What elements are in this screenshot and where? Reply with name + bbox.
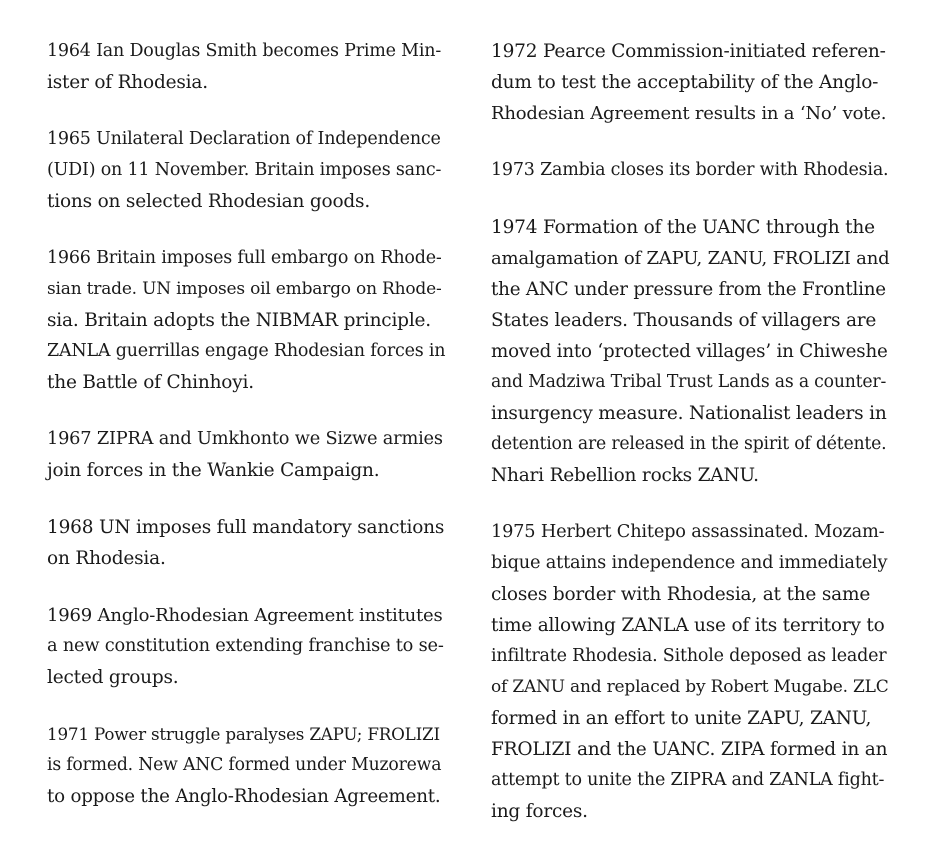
timeline-entry-line: amalgamation of ZAPU, ZANU, FROLIZI and: [491, 248, 890, 269]
timeline-entry-line: is formed. New ANC formed under Muzorewa: [47, 755, 442, 775]
timeline-entry-line: 1966 Britain imposes full embargo on Rhode-: [47, 248, 442, 268]
timeline-entry-line: sian trade. UN imposes oil embargo on Rhode-: [47, 279, 442, 299]
timeline-entry: [47, 36, 447, 98]
timeline-entry-line: Rhodesian Agreement results in a ‘No’ vote.: [491, 103, 887, 124]
timeline-entry: [491, 36, 891, 129]
timeline-entry: [47, 124, 447, 217]
timeline-entry-line: to oppose the Anglo-Rhodesian Agreement.: [47, 786, 441, 807]
timeline-entry-line: 1968 UN imposes full mandatory sanctions: [47, 517, 445, 538]
timeline-entry-line: moved into ‘protected villages’ in Chiweshe: [491, 341, 888, 362]
timeline-entry-line: (UDI) on 11 November. Britain imposes sanc-: [47, 160, 442, 180]
timeline-column-right: [491, 36, 891, 853]
timeline-entry-line: a new constitution extending franchise to se-: [47, 636, 444, 656]
timeline-entry: [491, 155, 891, 186]
timeline-entry-line: on Rhodesia.: [47, 548, 166, 569]
timeline-entry-line: 1973 Zambia closes its border with Rhodesia.: [491, 160, 889, 180]
timeline-entry-line: ZANLA guerrillas engage Rhodesian forces in: [47, 341, 446, 361]
timeline-entry: [491, 517, 891, 827]
timeline-entry: [47, 719, 447, 812]
timeline-entry-line: the Battle of Chinhoyi.: [47, 372, 254, 393]
timeline-entry-line: dum to test the acceptability of the Anglo-: [491, 72, 879, 93]
timeline-entry-line: 1964 Ian Douglas Smith becomes Prime Min-: [47, 41, 442, 61]
timeline-entry-line: join forces in the Wankie Campaign.: [47, 460, 380, 481]
timeline-entry-line: 1965 Unilateral Declaration of Independence: [47, 129, 441, 149]
timeline-entry-line: Nhari Rebellion rocks ZANU.: [491, 465, 759, 486]
timeline-entry: [47, 243, 447, 398]
timeline-entry-line: ister of Rhodesia.: [47, 72, 208, 93]
timeline-entry-line: 1974 Formation of the UANC through the: [491, 217, 875, 238]
timeline-entry: [47, 424, 447, 486]
timeline-entry-line: tions on selected Rhodesian goods.: [47, 191, 371, 212]
timeline-entry-line: the ANC under pressure from the Frontline: [491, 279, 886, 300]
timeline-entry-line: formed in an effort to unite ZAPU, ZANU,: [491, 708, 872, 729]
timeline-entry-line: closes border with Rhodesia, at the same: [491, 584, 871, 605]
timeline-entry-line: bique attains independence and immediately: [491, 553, 888, 573]
timeline-entry-line: of ZANU and replaced by Robert Mugabe. ZLC: [491, 677, 889, 697]
timeline-entry-line: ing forces.: [491, 801, 588, 822]
timeline-entry-line: and Madziwa Tribal Trust Lands as a counter-: [491, 372, 887, 392]
timeline-entry-line: sia. Britain adopts the NIBMAR principle.: [47, 310, 431, 331]
timeline-entry-line: 1971 Power struggle paralyses ZAPU; FROLIZI: [47, 724, 440, 744]
timeline-entry-line: FROLIZI and the UANC. ZIPA formed in an: [491, 739, 888, 760]
timeline-entry: [47, 512, 447, 574]
timeline-entry-line: insurgency measure. Nationalist leaders in: [491, 403, 887, 424]
timeline-entry-line: lected groups.: [47, 667, 179, 688]
timeline-entry-line: 1975 Herbert Chitepo assassinated. Mozam-: [491, 522, 885, 542]
timeline-entry-line: States leaders. Thousands of villagers are: [491, 310, 877, 331]
timeline-entry-line: attempt to unite the ZIPRA and ZANLA fight-: [491, 770, 885, 790]
timeline-entry-line: 1969 Anglo-Rhodesian Agreement institutes: [47, 605, 443, 626]
timeline-entry: [491, 212, 891, 491]
timeline-entry-line: 1967 ZIPRA and Umkhonto we Sizwe armies: [47, 429, 443, 449]
timeline-entry-line: infiltrate Rhodesia. Sithole deposed as leader: [491, 646, 887, 666]
timeline-column-left: [47, 36, 447, 838]
timeline-entry-line: time allowing ZANLA use of its territory to: [491, 615, 885, 636]
timeline-entry: [47, 600, 447, 693]
timeline-entry-line: 1972 Pearce Commission-initiated referen-: [491, 41, 886, 62]
timeline-entry-line: detention are released in the spirit of détente.: [491, 434, 887, 454]
